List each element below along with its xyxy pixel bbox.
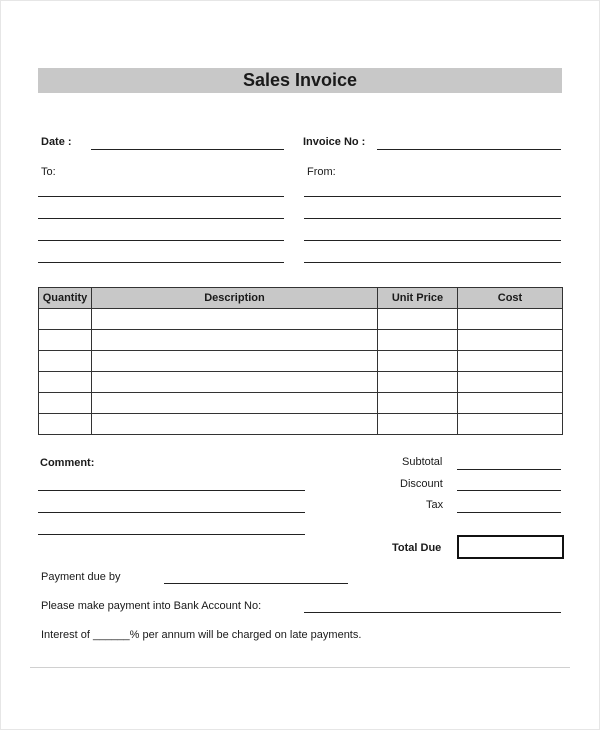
comment-line[interactable] [38,534,305,535]
table-row [39,372,563,393]
cost-cell[interactable] [458,309,563,330]
table-row [39,330,563,351]
table-row [39,309,563,330]
unit-price-cell[interactable] [378,393,458,414]
column-header-cost: Cost [458,288,563,309]
subtotal-label: Subtotal [402,456,443,468]
unit-price-cell[interactable] [378,351,458,372]
unit-price-cell[interactable] [378,330,458,351]
discount-label: Discount [400,478,443,490]
from-label: From: [307,166,336,178]
unit-price-cell[interactable] [378,414,458,435]
description-cell[interactable] [92,351,378,372]
from-address-line[interactable] [304,218,561,219]
cost-cell[interactable] [458,330,563,351]
invoice-no-field[interactable] [377,149,561,150]
quantity-cell[interactable] [39,393,92,414]
description-cell[interactable] [92,330,378,351]
unit-price-cell[interactable] [378,309,458,330]
bank-account-field[interactable] [304,612,561,613]
quantity-cell[interactable] [39,330,92,351]
bank-account-label: Please make payment into Bank Account No: [41,600,262,612]
page-title: Sales Invoice [38,68,562,93]
to-label: To: [41,166,56,178]
from-address-line[interactable] [304,262,561,263]
payment-due-field[interactable] [164,583,348,584]
description-cell[interactable] [92,309,378,330]
footer-divider [30,667,570,668]
quantity-cell[interactable] [39,351,92,372]
table-row [39,393,563,414]
total-due-label: Total Due [392,542,442,554]
table-row [39,414,563,435]
subtotal-field[interactable] [457,469,561,470]
from-address-line[interactable] [304,196,561,197]
to-address-line[interactable] [38,240,284,241]
tax-field[interactable] [457,512,561,513]
description-cell[interactable] [92,393,378,414]
to-address-line[interactable] [38,262,284,263]
description-cell[interactable] [92,372,378,393]
column-header-unit-price: Unit Price [378,288,458,309]
discount-field[interactable] [457,490,561,491]
cost-cell[interactable] [458,414,563,435]
invoice-no-label: Invoice No : [303,136,366,148]
comment-line[interactable] [38,512,305,513]
total-due-field[interactable] [457,535,564,559]
date-field[interactable] [91,149,284,150]
quantity-cell[interactable] [39,309,92,330]
table-header-row [39,288,563,309]
unit-price-cell[interactable] [378,372,458,393]
table-row [39,351,563,372]
interest-notice: Interest of ______% per annum will be charged on late payments. [41,629,362,641]
tax-label: Tax [426,499,444,511]
cost-cell[interactable] [458,393,563,414]
items-table [38,287,563,435]
date-label: Date : [41,136,72,148]
description-cell[interactable] [92,414,378,435]
comment-label: Comment: [40,457,95,469]
cost-cell[interactable] [458,372,563,393]
to-address-line[interactable] [38,218,284,219]
column-header-description: Description [92,288,378,309]
quantity-cell[interactable] [39,414,92,435]
to-address-line[interactable] [38,196,284,197]
from-address-line[interactable] [304,240,561,241]
comment-line[interactable] [38,490,305,491]
cost-cell[interactable] [458,351,563,372]
quantity-cell[interactable] [39,372,92,393]
payment-due-label: Payment due by [41,571,121,583]
column-header-quantity: Quantity [39,288,92,309]
